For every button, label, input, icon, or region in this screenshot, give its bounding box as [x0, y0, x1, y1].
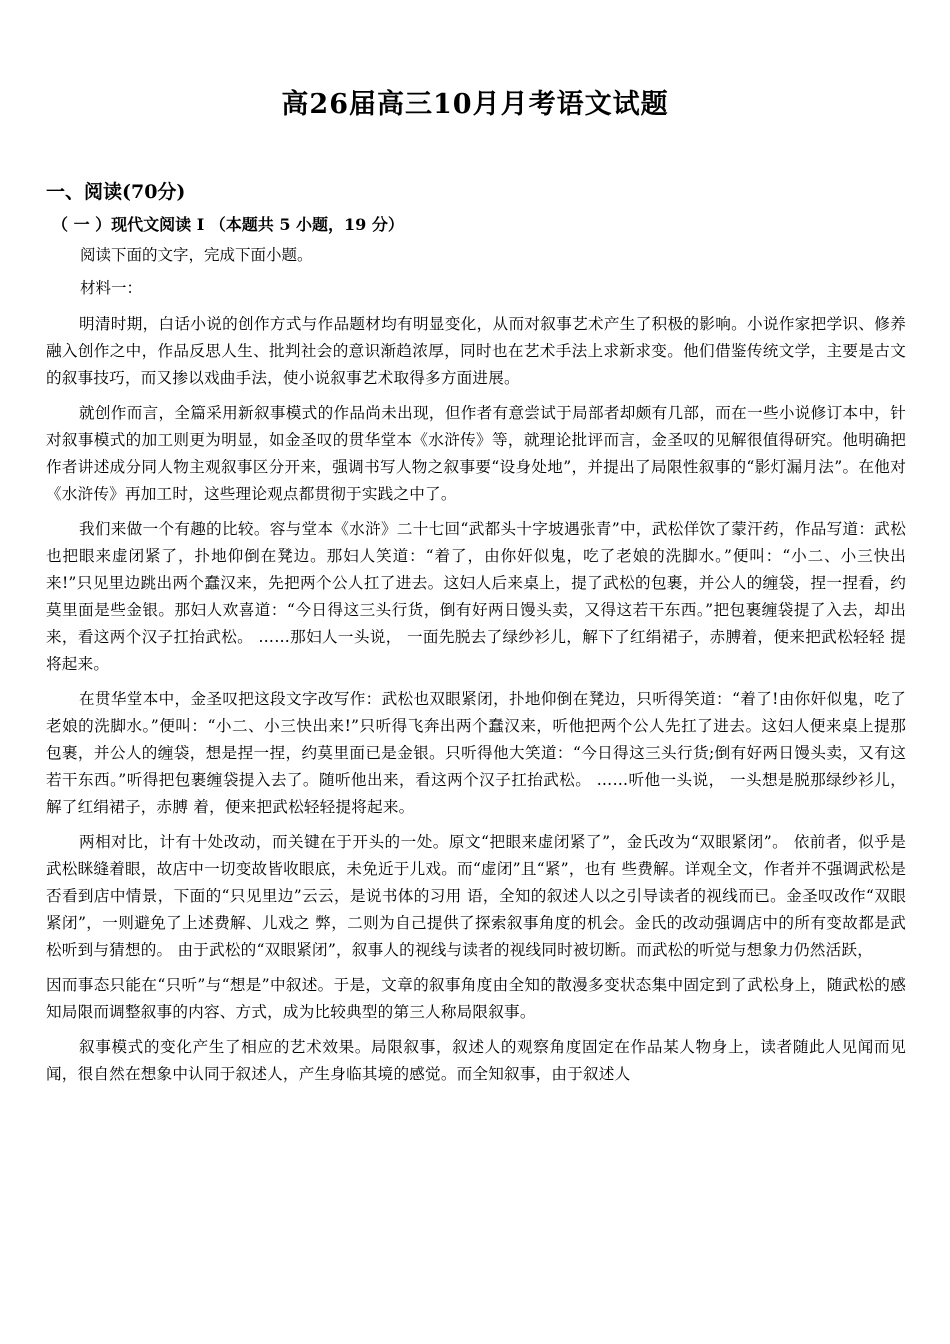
paragraph-1: 明清时期，白话小说的创作方式与作品题材均有明显变化，从而对叙事艺术产生了积极的影响。小说作家把学识、修养融入创作之中，作品反思人生、批判社会的意识渐趋浓厚，同时也在艺术手法上求新求变。他们借鉴传统文学，主要是古文的叙事技巧，而又掺以戏曲手法，使小说叙事艺术取得多方面进展。 [46, 315, 906, 387]
paragraph-6: 因而事态只能在“只听”与“想是”中叙述。于是，文章的叙事角度由全知的散漫多变状态集中固定到了武松身上，随武松的感知局限而调整叙事的内容、方式，成为比较典型的第三人称局限叙事。 [46, 976, 906, 1021]
instruction-text: 阅读下面的文字，完成下面小题。 [80, 246, 313, 264]
paragraph-7: 叙事模式的变化产生了相应的艺术效果。局限叙事，叙述人的观察角度固定在作品某人物身上，读者随此人见闻而见闻，很自然在想象中认同于叙述人，产生身临其境的感觉。而全知叙事，由于叙述人 [46, 1038, 906, 1083]
reading-passage [46, 311, 906, 1096]
material-label: 材料一： [80, 279, 143, 297]
document-title: 高26届高三10月月考语文试题 [281, 89, 669, 120]
section-heading: 一、阅读(70分) [46, 181, 186, 203]
sub-heading: （ 一 ）现代文阅读 I （本题共 5 小题，19 分） [52, 215, 404, 234]
paragraph-2: 就创作而言，全篇采用新叙事模式的作品尚未出现，但作者有意尝试于局部者却颇有几部，而在一些小说修订本中，针对叙事模式的加工则更为明显，如金圣叹的贯华堂本《水浒传》等，就理论批评而言，金圣叹的见解很值得研究。他明确把作者讲述成分同人物主观叙事区分开来，强调书写人物之叙事要“设身处地”，并提出了局限性叙事的“影灯漏月法”。在他对《水浒传》再加工时，这些理论观点都贯彻于实践之中了。 [46, 404, 906, 503]
paragraph-5: 两相对比，计有十处改动，而关键在于开头的一处。原文“把眼来虚闭紧了”，金氏改为“双眼紧闭”。 依前者，似乎是武松眯缝着眼，故店中一切变故皆收眼底，未免近于儿戏。而“虚闭”且“紧”，也有 些费解。详观全文，作者并不强调武松是否看到店中情景，下面的“只见里边”云云，是说书体的习用 语，全知的叙述人以之引导读者的视线而已。金圣叹改作“双眼紧闭”，一则避免了上述费解、儿戏之 弊，二则为自己提供了探索叙事角度的机会。金氏的改动强调店中的所有变故都是武松听到与猜想的。 由于武松的“双眼紧闭”，叙事人的视线与读者的视线同时被切断。而武松的听觉与想象力仍然活跃， [46, 833, 906, 959]
paragraph-4: 在贯华堂本中，金圣叹把这段文字改写作：武松也双眼紧闭，扑地仰倒在凳边，只听得笑道：“着了!由你奸似鬼，吃了老娘的洗脚水。”便叫：“小二、小三快出来!”只听得飞奔出两个蠢汉来，听他把两个公人先扛了进去。这妇人便来桌上提那包裹，并公人的缠袋，想是捏一捏，约莫里面已是金银。只听得他大笑道：“今日得这三头行货;倒有好两日馒头卖，又有这若干东西。”听得把包裹缠袋提入去了。随听他出来，看这两个汉子扛抬武松。 ……听他一头说， 一头想是脱那绿纱衫儿，解了红绢裙子，赤膊 着，便来把武松轻轻提将起来。 [46, 690, 906, 816]
paragraph-3: 我们来做一个有趣的比较。容与堂本《水浒》二十七回“武都头十字坡遇张青”中，武松佯饮了蒙汗药，作品写道：武松也把眼来虚闭紧了，扑地仰倒在凳边。那妇人笑道：“着了，由你奸似鬼，吃了老娘的洗脚水。”便叫：“小二、小三快出来!”只见里边跳出两个蠢汉来，先把两个公人扛了进去。这妇人后来桌上，提了武松的包裹，并公人的缠袋，捏一捏看，约莫里面是些金银。那妇人欢喜道：“今日得这三头行货，倒有好两日馒头卖，又得这若干东西。”把包裹缠袋提了入去，却出来，看这两个汉子扛抬武松。 ……那妇人一头说， 一面先脱去了绿纱衫儿，解下了红绢裙子，赤膊着，便来把武松轻轻 提将起来。 [46, 520, 906, 673]
